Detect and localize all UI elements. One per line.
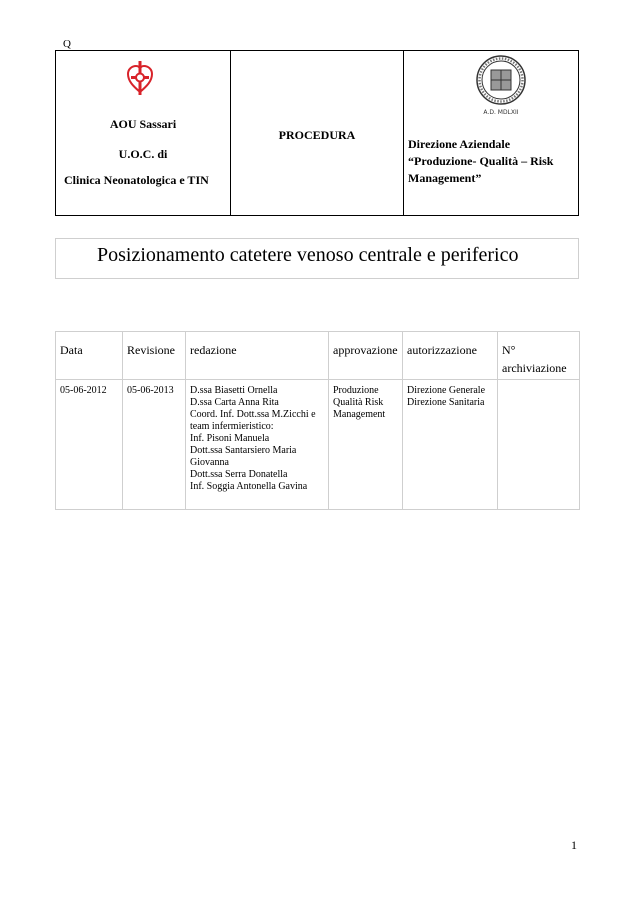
- direction-line-1: Direzione Aziendale: [408, 137, 511, 151]
- cell-revisione: 05-06-2013: [123, 380, 186, 510]
- autorizzazione-line: Direzione Generale: [407, 385, 486, 396]
- header-archiviazione: [498, 332, 580, 380]
- header-revisione: Revisione: [123, 332, 186, 380]
- redazione-line: Dott.ssa Serra Donatella: [190, 469, 288, 480]
- redazione-line: Inf. Soggia Antonella Gavina: [190, 481, 308, 492]
- corner-mark: Q: [63, 38, 71, 50]
- approvazione-line: Produzione: [333, 385, 379, 396]
- cell-approvazione: [329, 380, 403, 510]
- title-box: [55, 238, 579, 279]
- seal-caption: A.D. MDLXII: [483, 109, 519, 116]
- header-redazione: redazione: [186, 332, 329, 380]
- redazione-line: Giovanna: [190, 457, 229, 468]
- cell-autorizzazione: [403, 380, 498, 510]
- direction-text: [408, 136, 576, 187]
- redazione-line: Dott.ssa Santarsiero Maria: [190, 445, 297, 456]
- header-n: N°: [502, 343, 516, 357]
- header-approvazione: approvazione: [329, 332, 403, 380]
- redazione-line: Inf. Pisoni Manuela: [190, 433, 270, 444]
- aou-logo-icon: [125, 61, 155, 95]
- direction-line-3: Management”: [408, 171, 482, 185]
- autorizzazione-line: Direzione Sanitaria: [407, 397, 485, 408]
- revision-table: [55, 331, 580, 510]
- header-archiviazione-label: archiviazione: [502, 361, 567, 375]
- page-number: 1: [571, 838, 577, 852]
- header-data: Data: [56, 332, 123, 380]
- cell-data: 05-06-2012: [56, 380, 123, 510]
- redazione-line: D.ssa Biasetti Ornella: [190, 385, 278, 396]
- direction-line-2: “Produzione- Qualità – Risk: [408, 154, 554, 168]
- procedure-label: PROCEDURA: [278, 128, 356, 142]
- redazione-line: Coord. Inf. Dott.ssa M.Zicchi e: [190, 409, 316, 420]
- aou-title: AOU Sassari: [109, 117, 177, 131]
- header-table: [55, 50, 579, 216]
- approvazione-line: Qualità Risk: [333, 397, 384, 408]
- header-cell-aou: [56, 51, 231, 215]
- table-header-row: [56, 332, 580, 380]
- aou-unit: U.O.C. di: [118, 147, 168, 161]
- redazione-line: D.ssa Carta Anna Rita: [190, 397, 279, 408]
- document-title: Posizionamento catetere venoso centrale e periferico: [97, 244, 519, 266]
- university-seal-icon: [471, 55, 531, 117]
- cell-archiviazione: [498, 380, 580, 510]
- aou-clinic: Clinica Neonatologica e TIN: [64, 173, 209, 187]
- header-cell-direction: [404, 51, 578, 215]
- approvazione-line: Management: [333, 409, 386, 420]
- redazione-line: team infermieristico:: [190, 421, 274, 432]
- header-autorizzazione: autorizzazione: [403, 332, 498, 380]
- table-row: [56, 380, 580, 510]
- header-cell-procedure: [231, 51, 404, 215]
- cell-redazione: [186, 380, 329, 510]
